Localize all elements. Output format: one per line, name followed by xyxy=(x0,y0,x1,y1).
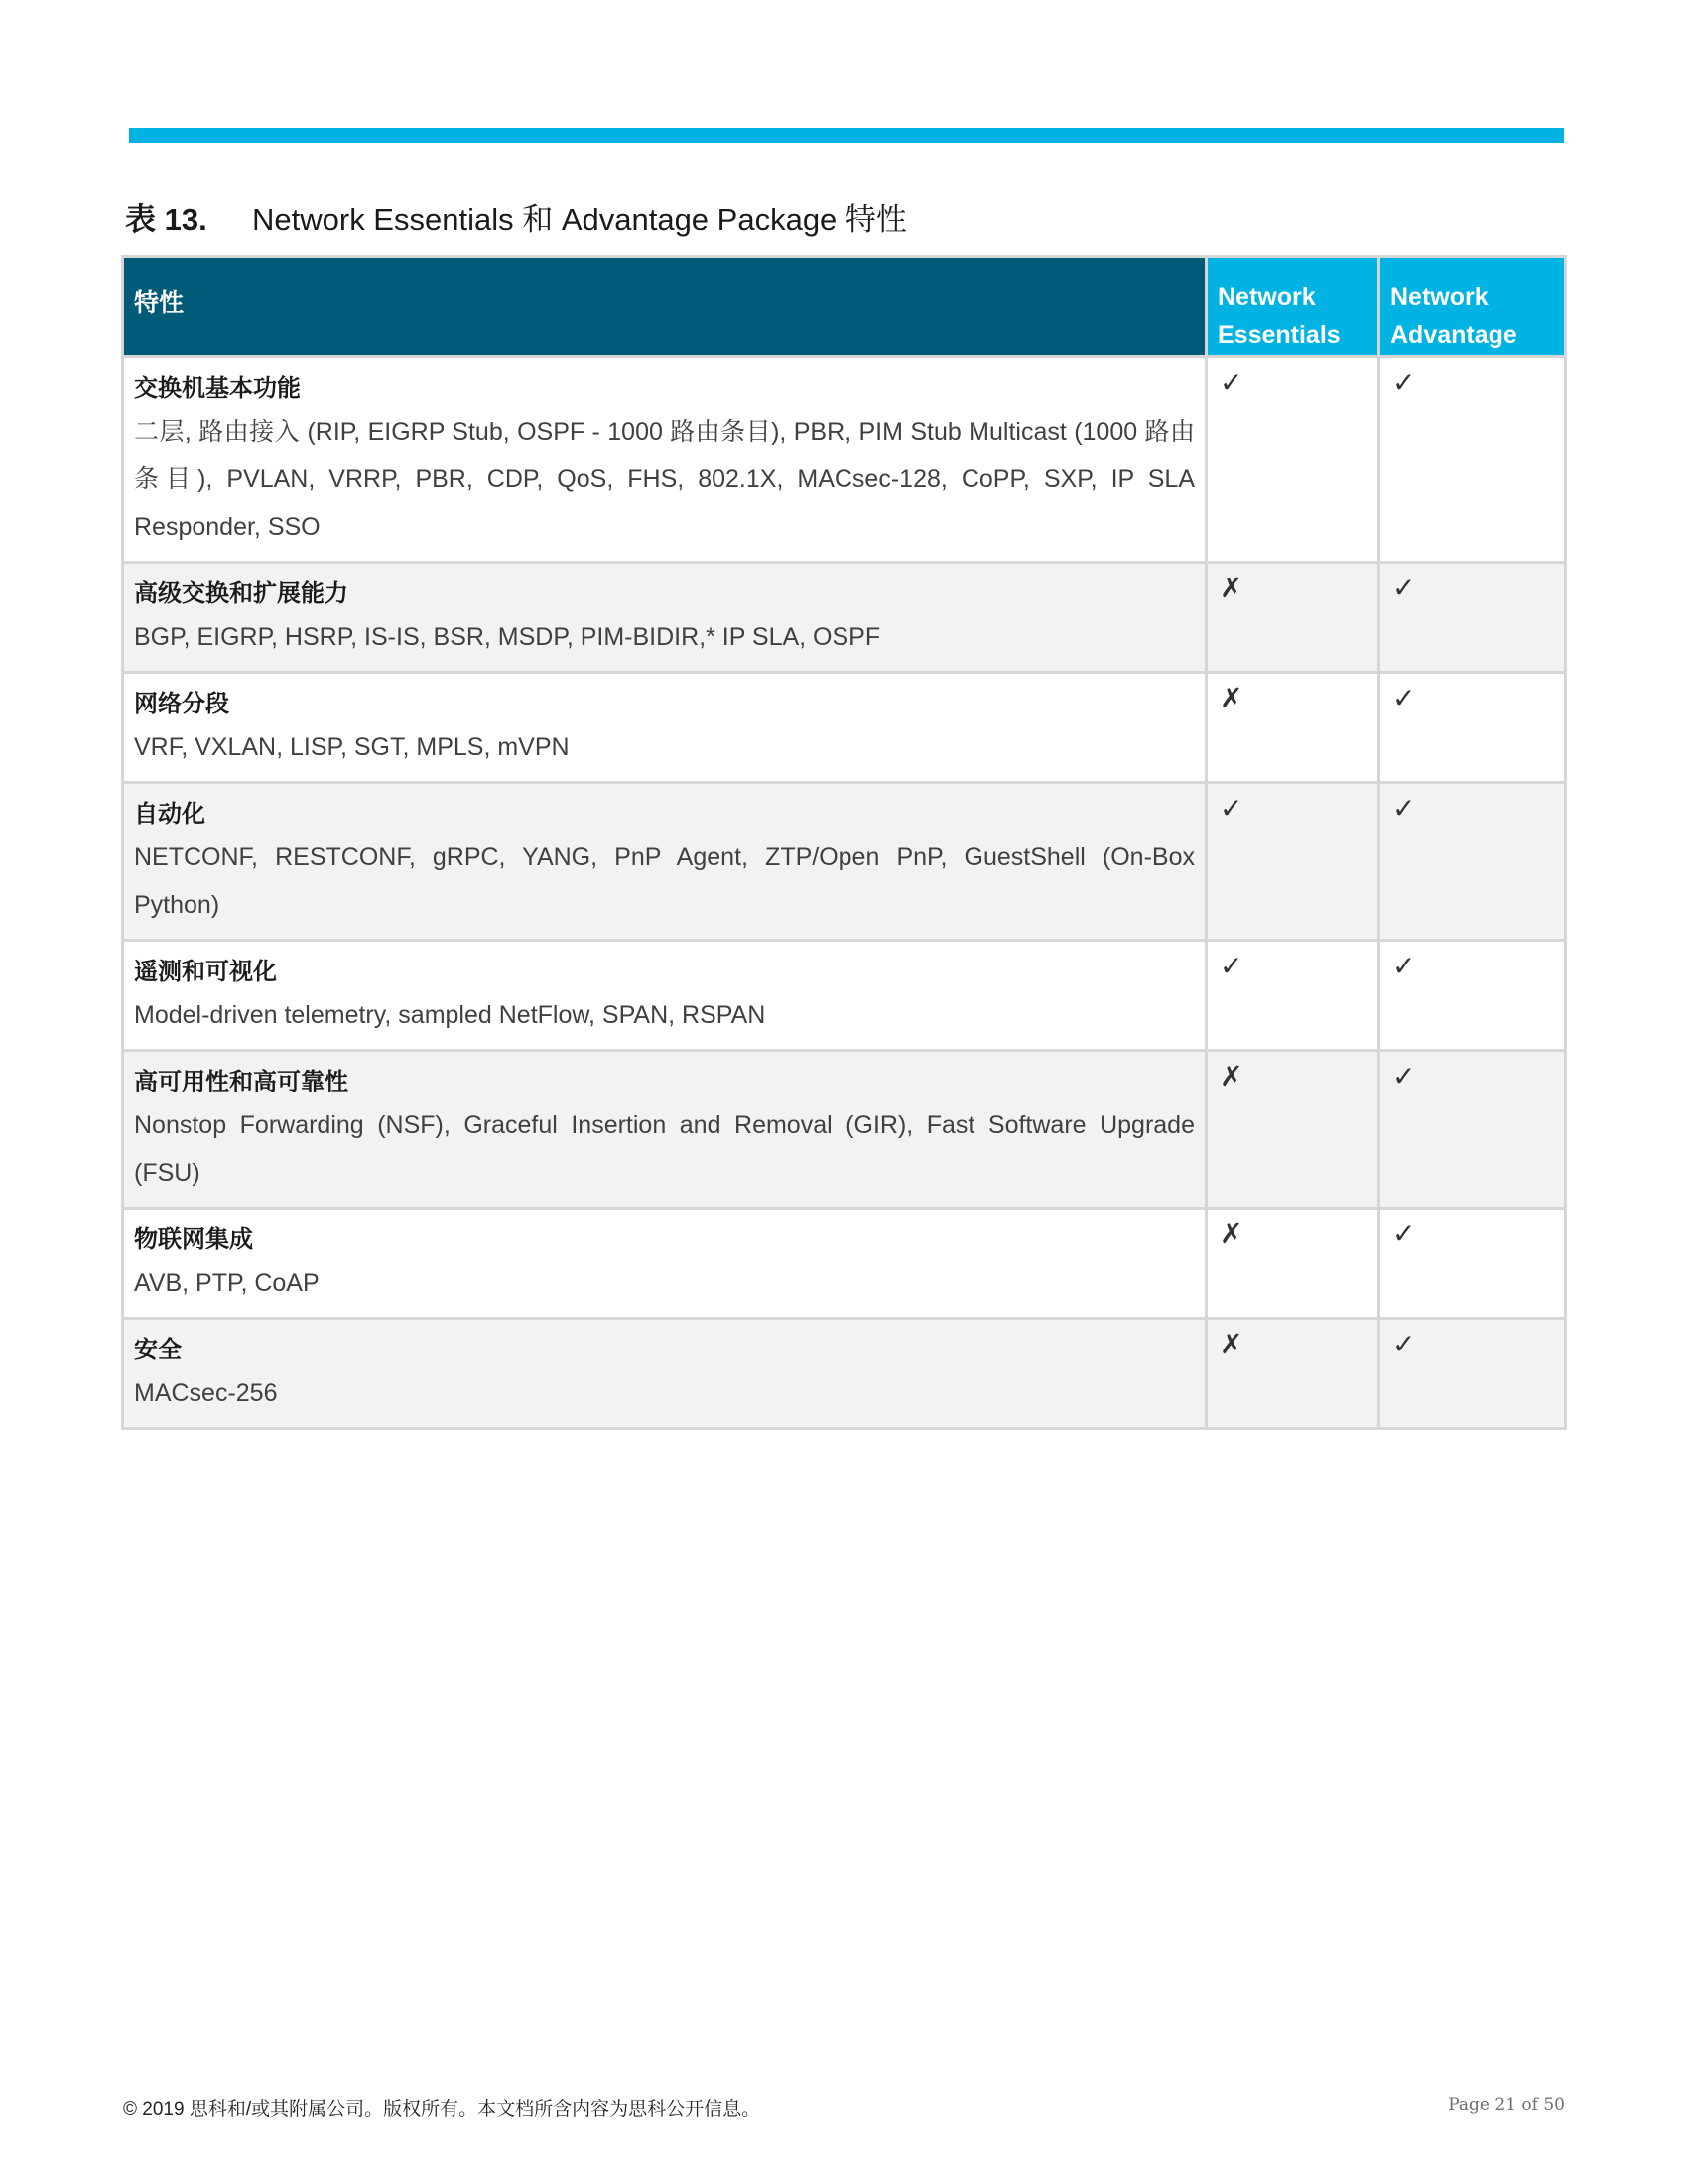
essentials-mark: ✗ xyxy=(1207,1319,1379,1429)
feature-cell xyxy=(123,941,1207,1051)
table-row xyxy=(123,673,1566,783)
table-row xyxy=(123,563,1566,673)
advantage-mark: ✓ xyxy=(1379,1051,1566,1209)
advantage-mark: ✓ xyxy=(1379,357,1566,563)
feature-title: 网络分段 xyxy=(134,691,229,717)
feature-title: 高级交换和扩展能力 xyxy=(134,580,348,607)
advantage-mark: ✓ xyxy=(1379,941,1566,1051)
feature-cell xyxy=(123,1051,1207,1209)
table-caption xyxy=(125,194,907,239)
feature-description: Model-driven telemetry, sampled NetFlow, SPAN, RSPAN xyxy=(134,1001,766,1029)
feature-title: 安全 xyxy=(134,1337,182,1363)
feature-table xyxy=(121,255,1567,1430)
essentials-mark: ✓ xyxy=(1207,941,1379,1051)
feature-description: BGP, EIGRP, HSRP, IS-IS, BSR, MSDP, PIM-BIDIR,* IP SLA, OSPF xyxy=(134,623,881,651)
feature-cell xyxy=(123,1209,1207,1319)
feature-cell xyxy=(123,563,1207,673)
essentials-mark: ✗ xyxy=(1207,673,1379,783)
feature-title: 高可用性和高可靠性 xyxy=(134,1069,348,1095)
table-row xyxy=(123,357,1566,563)
feature-title: 自动化 xyxy=(134,801,205,828)
table-row xyxy=(123,941,1566,1051)
table-title: Network Essentials 和 Advantage Package 特性 xyxy=(252,202,907,237)
essentials-mark: ✓ xyxy=(1207,357,1379,563)
advantage-mark: ✓ xyxy=(1379,1209,1566,1319)
essentials-mark: ✓ xyxy=(1207,783,1379,941)
top-accent-bar xyxy=(129,128,1564,143)
footer-page-number: Page 21 of 50 xyxy=(1448,2095,1565,2115)
feature-cell xyxy=(123,673,1207,783)
essentials-mark: ✗ xyxy=(1207,563,1379,673)
feature-description: VRF, VXLAN, LISP, SGT, MPLS, mVPN xyxy=(134,733,570,761)
advantage-mark: ✓ xyxy=(1379,563,1566,673)
table-row xyxy=(123,783,1566,941)
footer-copyright: © 2019 思科和/或其附属公司。版权所有。本文档所含内容为思科公开信息。 xyxy=(123,2099,761,2120)
feature-description: 二层, 路由接入 (RIP, EIGRP Stub, OSPF - 1000 路由条目), PBR, PIM Stub Multicast (1000 路由条目), PVLAN, VRRP, PBR, CDP, QoS, FHS, 802.1X, MACsec-128, CoPP, SXP, IP SLA Responder, SSO xyxy=(134,418,1195,541)
table-row xyxy=(123,1209,1566,1319)
feature-description: AVB, PTP, CoAP xyxy=(134,1269,320,1297)
table-header-row xyxy=(123,257,1566,357)
table-number: 表 13. xyxy=(125,202,207,237)
header-network-advantage: Network Advantage xyxy=(1379,257,1566,357)
feature-cell xyxy=(123,1319,1207,1429)
advantage-mark: ✓ xyxy=(1379,1319,1566,1429)
feature-title: 交换机基本功能 xyxy=(134,375,301,402)
advantage-mark: ✓ xyxy=(1379,673,1566,783)
feature-description: Nonstop Forwarding (NSF), Graceful Insertion and Removal (GIR), Fast Software Upgrade (FSU) xyxy=(134,1111,1195,1187)
feature-description: MACsec-256 xyxy=(134,1379,278,1407)
essentials-mark: ✗ xyxy=(1207,1209,1379,1319)
essentials-mark: ✗ xyxy=(1207,1051,1379,1209)
feature-title: 物联网集成 xyxy=(134,1226,253,1253)
advantage-mark: ✓ xyxy=(1379,783,1566,941)
feature-cell xyxy=(123,783,1207,941)
feature-description: NETCONF, RESTCONF, gRPC, YANG, PnP Agent, ZTP/Open PnP, GuestShell (On-Box Python) xyxy=(134,843,1195,919)
feature-title: 遥测和可视化 xyxy=(134,959,277,985)
table-row xyxy=(123,1051,1566,1209)
feature-cell xyxy=(123,357,1207,563)
header-feature: 特性 xyxy=(123,257,1207,357)
header-network-essentials: Network Essentials xyxy=(1207,257,1379,357)
table-row xyxy=(123,1319,1566,1429)
